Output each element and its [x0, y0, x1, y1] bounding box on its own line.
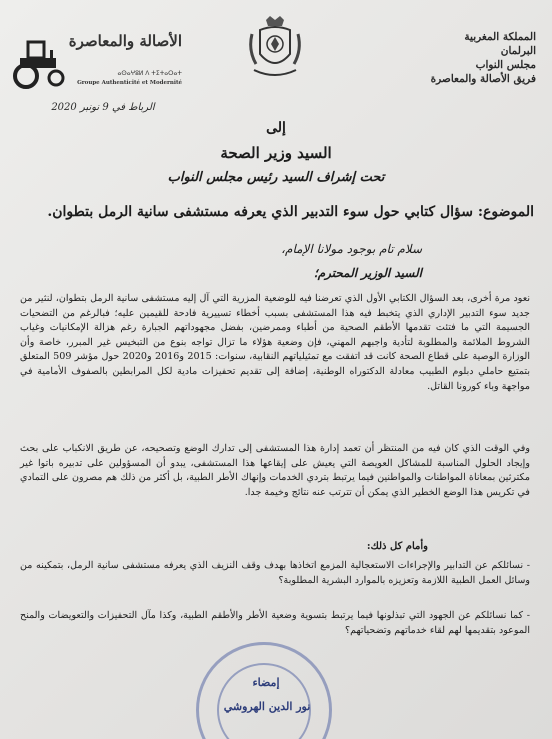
party-name-arabic: الأصالة والمعاصرة [68, 32, 182, 50]
recipient-title: السيد وزير الصحة [220, 144, 332, 162]
tractor-icon [10, 34, 70, 90]
signatory-name: نور الدين الهروشي [223, 700, 311, 713]
salutation: السيد الوزير المحترم؛ [313, 266, 422, 280]
official-stamp [196, 642, 332, 739]
recipient-supervision: تحت إشراف السيد رئيس مجلس النواب [167, 170, 385, 185]
parliament-label: البرلمان [500, 45, 536, 57]
royal-emblem-icon [244, 14, 306, 84]
letter-date: الرباط في 9 نونبر 2020 [51, 102, 155, 113]
body-paragraph-1: نعود مرة أخرى، بعد السؤال الكتابي الأول الذي تعرضنا فيه للوضعية المزرية التي آل إليه مستشفى سانية الرمل بتطوان، لنثير من جديد سوء التدبير الإداري الذي يتخبط فيه هذا المستشفى بسبب أخطاء تسييرية فادحة للقيمين عليه؛ فبالرغم من التضحيات الجسيمة التي ما فتئت تقدمها الأطقم الصحية من أطباء وممرضين، بفضل مجهوداتهم الجبارة رغم هزالة الإمكانيات وغياب الشروط الملائمة والمطلوبة لتأدية واجبهم المهني، فإن وضعية هؤلاء ما تزال تواجه بنوع من التبخيس غير المبرر، خاصة وأن الوزارة الوصية على قطاع الصحة كانت قد اتفقت مع تمثيلياتهم النقابية، سنوات: 2015 و2016 و2020 حول مؤشر 509 المتعلق بتمتيع حاملي دبلوم الطبيب معادلة الدكتوراه الوطنية، إضافة إلى تقديم تحفيزات مادية لكل المرابطين بالصفوف الأمامية في مواجهة وباء كورونا القاتل. [20, 293, 531, 392]
party-name-amazigh: ⴰⵙⴰⵖⵓⵍ ⴷ ⵜⵉⵜⴰⵔⴰⵜ [117, 70, 182, 77]
group-label: فريق الأصالة والمعاصرة [430, 73, 536, 85]
sender-header [396, 30, 536, 86]
transition-line: وأمام كل ذلك: [366, 541, 428, 552]
greeting: سلام تام بوجود مولانا الإمام، [281, 242, 422, 256]
kingdom-label: المملكة المغربية [464, 31, 536, 43]
question-1: - نسائلكم عن التدابير والإجراءات الاستعجالية المزمع اتخاذها بهدف وقف النزيف الذي يعرفه مستشفى سانية الرمل، بتمكينه من وسائل العمل الطبية اللازمة وتعزيزه بالموارد البشرية المطلوبة؟ [20, 560, 530, 586]
chamber-label: مجلس النواب [475, 59, 536, 71]
recipient-prefix: إلى [266, 120, 286, 136]
signature-label: إمضاء [252, 676, 280, 689]
party-name-french: Groupe Authenticité et Modernité [77, 80, 182, 86]
body-paragraph-2: وفي الوقت الذي كان فيه من المنتظر أن تعمد إدارة هذا المستشفى إلى تدارك الوضع وتصحيحه، عن طريق الانكباب على بحث وإيجاد الحلول المناسبة للمشاكل العويصة التي يعيش على إيقاعها هذا المستشفى، يبدو أن المسؤولين على تدبيره باتوا غير مكترثين بمعاناة المواطنات والمواطنين فيما يرتبط بتردي الخدمات وإنهاك الأطر الطبية، بل أكثر من ذلك هم مصرون على التمادي في تكريس هذا الوضع الخطير الذي يمكن أن تترتب عنه نتائج وخيمة جدا. [20, 443, 530, 498]
letter-subject: الموضوع: سؤال كتابي حول سوء التدبير الذي يعرفه مستشفى سانية الرمل بتطوان. [47, 204, 534, 220]
question-2: - كما نسائلكم عن الجهود التي تبذلونها فيما يرتبط بتسوية وضعية الأطر والأطقم الطبية، وكذا مآل التحفيزات والتعويضات والمنح الموعود بتقديمها لهم لقاء خدماتهم وتضحياتهم؟ [20, 610, 530, 636]
